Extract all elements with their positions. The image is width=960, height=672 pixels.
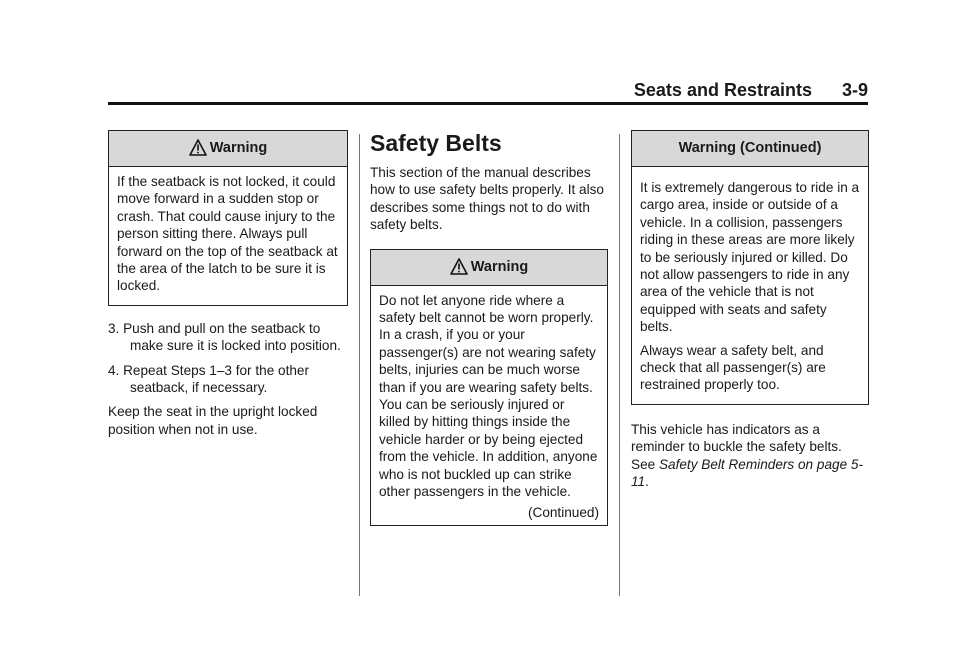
warning-text: It is extremely dangerous to ride in a cargo area, inside or outside of a vehicle. In a collision, passengers riding in these areas are more likely to be seriously injured or killed. Do not allow passengers to ride in any area of the vehicle that is not equipped with seats and safety belts. [640, 180, 860, 335]
warning-box [370, 249, 608, 526]
cross-reference-link[interactable]: Safety Belt Reminders on page 5-11 [631, 456, 863, 490]
section-title: Seats and Restraints [633, 80, 812, 100]
warning-text: If the seatback is not locked, it could move forward in a sudden stop or crash. That could cause injury to the person sitting there. Always pull forward on the top of the seatback at the area of the latch to be sure it is locked. [117, 174, 338, 294]
step-item: 4. Repeat Steps 1–3 for the other seatback, if necessary. [108, 362, 310, 396]
column-3 [631, 130, 869, 498]
warning-header [109, 131, 347, 167]
warning-body [109, 167, 347, 305]
continued-note: (Continued) [527, 504, 599, 520]
warning-box [631, 130, 869, 405]
column-divider [619, 134, 620, 596]
warning-title: Warning [209, 140, 268, 156]
warning-title: Warning (Continued) [678, 140, 822, 156]
warning-text: Always wear a safety belt, and check that all passenger(s) are restrained properly too. [640, 342, 826, 393]
body-paragraph: This section of the manual describes how to use safety belts properly. It also describes some things not to do with safety belts. [370, 165, 604, 233]
warning-header [632, 131, 868, 167]
warning-text: Do not let anyone ride where a safety belt cannot be worn properly. In a crash, if you or your passenger(s) are not wearing safety belts, injuries can be much worse than if you are wearing safety belts. You can be seriously injured or killed by hitting things inside the vehicle harder or by being ejected from the vehicle. In addition, anyone who is not buckled up can strike other passengers in the vehicle. [379, 292, 598, 500]
warning-box [108, 130, 348, 306]
warning-body [632, 167, 868, 404]
column-2 [370, 130, 608, 526]
paragraph-text: . [645, 474, 649, 490]
column-divider [359, 134, 360, 596]
column-1 [108, 130, 348, 445]
warning-body [371, 286, 607, 525]
warning-triangle-icon [189, 139, 207, 156]
warning-triangle-icon [450, 258, 468, 275]
section-heading: Safety Belts [370, 130, 502, 156]
body-paragraph [631, 421, 869, 491]
warning-title: Warning [470, 258, 529, 275]
warning-header [371, 250, 607, 286]
header-rule [108, 102, 868, 105]
step-item: 3. Push and pull on the seatback to make sure it is locked into position. [108, 320, 341, 354]
paragraph-text: This vehicle has indicators as a reminder to buckle the safety belts. See [631, 421, 842, 472]
page-number: 3-9 [841, 80, 868, 100]
body-paragraph: Keep the seat in the upright locked position when not in use. [108, 404, 318, 437]
